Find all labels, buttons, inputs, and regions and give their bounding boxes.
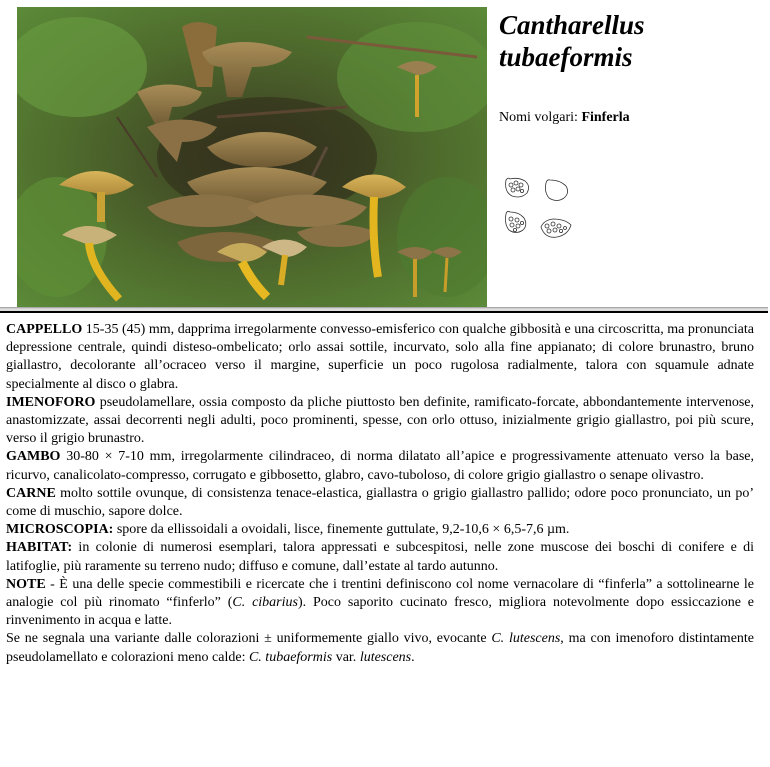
section-cappello [6, 321, 754, 394]
species-title-epithet: tubaeformis [499, 42, 633, 72]
species-description [6, 321, 754, 667]
spores-drawing-icon [498, 170, 588, 255]
section-text: spore da ellissoidali a ovoidali, lisce, finemente guttulate, 9,2-10,6 × 6,5-7,6 µm. [113, 522, 570, 538]
species-title-genus: Cantharellus [499, 10, 645, 40]
spores-illustration [498, 170, 588, 255]
section-text: , ma con imenoforo distintamente pseudolamellato e colorazioni meno calde: [6, 631, 755, 665]
section-imenoforo [6, 394, 754, 449]
section-label: MICROSCOPIA: [6, 522, 114, 538]
section-text: in colonie di numerosi esemplari, talora appressati e subcespitosi, nelle zone muscose dei boschi di conifere e di latifoglie, più raramente su terreno nudo; diffuso e comune, dall’estate al tardo autunno. [6, 540, 754, 574]
section-text: 15-35 (45) mm, dapprima irregolarmente convesso-emisferico con qualche gibbosità e una circoscritta, ma pronunciata depressione centrale, quindi disteso-ombelicato; orlo assai sottile, incurvato, solo alla fine appianato; di colore brunastro, bruno giallastro, decolorante all’ocraceo verso il margine, superficie un poco rugolosa radialmente, talora con squamule adnate specialmente al disco o glabra. [6, 322, 754, 392]
species-ref: C. tubaeformis [248, 649, 333, 665]
section-text: molto sottile ovunque, di consistenza tenace-elastica, giallastra o grigio giallastro pallido; odore poco pronunciato, un po’ come di muschio, sapore dolce. [6, 485, 754, 520]
species-ref: C. lutescens [491, 631, 561, 647]
section-gambo [6, 448, 754, 484]
species-ref: lutescens [359, 649, 412, 665]
section-label: CAPPELLO [6, 322, 83, 337]
section-variant [6, 630, 754, 666]
section-text: . [411, 649, 415, 665]
species-ref: C. cibarius [232, 595, 298, 611]
section-text: 30-80 × 7-10 mm, irregolarmente cilindraceo, di norma dilatato all’apice e progressivamente attenuato verso la base, ricurvo, canalicolato-compresso, corrugato e gibbosetto, glabro, cavo-tuboloso, di colore grigio giallastro o senape olivastro. [6, 449, 754, 483]
section-divider-rule [0, 311, 768, 313]
section-text: - È una delle specie commestibili e ricercate che i trentini definiscono col nome vernacolare di “finferla” a sottolinearne le analogie col più rinomato “finferlo” ( [6, 576, 754, 611]
section-carne [6, 485, 754, 521]
section-label: NOTE [6, 576, 46, 592]
mushroom-photo [17, 7, 487, 307]
common-names-label: Nomi volgari: [499, 110, 578, 125]
mushroom-photo-image [17, 7, 487, 307]
section-text: ). Poco saporito cucinato fresco, migliora notevolmente dopo essiccazione e rinvenimento in acqua e latte. [6, 595, 754, 629]
section-text: Se ne segnala una variante dalle colorazioni ± uniformemente giallo vivo, evocante [6, 631, 492, 647]
section-habitat [6, 539, 754, 575]
section-microscopia [6, 521, 754, 539]
section-label: IMENOFORO [6, 394, 96, 410]
species-title [499, 9, 764, 73]
section-label: GAMBO [6, 449, 61, 465]
section-note [6, 576, 754, 631]
common-name-value: Finferla [581, 110, 630, 125]
section-label: CARNE [6, 485, 56, 501]
common-names [499, 109, 630, 127]
section-text: var. [332, 649, 360, 665]
section-label: HABITAT: [6, 540, 73, 556]
section-text: pseudolamellare, ossia composto da pliche piuttosto ben definite, ramificato-forcate, abbondantemente intervenose, anastomizzate, assai decorrenti negli adulti, poco prominenti, spesse, con orlo ottuso, inizialmente grigio giallastro, poi più scure, verso il grigio brunastro. [6, 394, 754, 447]
